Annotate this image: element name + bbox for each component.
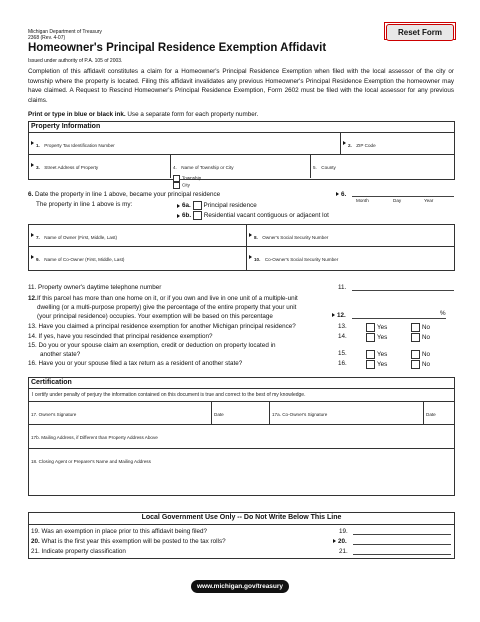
field-9[interactable] xyxy=(29,247,247,270)
q16-no-label: No xyxy=(422,361,431,369)
arrow-icon xyxy=(31,233,34,237)
day-label: Day xyxy=(393,198,402,203)
arrow-icon xyxy=(177,204,180,208)
page-title: Homeowner's Principal Residence Exemption Affidavit xyxy=(28,42,327,54)
q15-yes-checkbox[interactable] xyxy=(366,350,375,359)
q12-num xyxy=(28,295,37,303)
percent-sign: % xyxy=(440,310,446,317)
q6b-checkbox[interactable] xyxy=(193,211,202,220)
q13-no[interactable] xyxy=(411,323,430,332)
field-5-num: 5. xyxy=(313,165,317,170)
q12-field-num xyxy=(332,312,346,320)
coowner-date-field[interactable] xyxy=(424,402,454,425)
field-3-label: Street Address of Property xyxy=(44,165,99,170)
q15-yes[interactable] xyxy=(366,350,387,359)
q12-line-b: dwelling (or a multi-purpose property) give the percentage of the entire property that your unit xyxy=(37,304,297,311)
field-1-num: 1. xyxy=(36,143,40,148)
q20-field-num xyxy=(333,538,347,546)
print-note-bold: Print or type in blue or black ink. xyxy=(28,111,126,118)
date-line[interactable] xyxy=(352,196,454,197)
field-7-label: Name of Owner (First, Middle, Last) xyxy=(44,235,118,240)
q6-property-text: The property in line 1 above is my: xyxy=(36,201,133,208)
arrow-icon xyxy=(343,141,346,145)
q14-text: 14. If yes, have you rescinded that principal residence exemption? xyxy=(28,333,213,340)
arrow-icon xyxy=(249,255,252,259)
q16-no[interactable] xyxy=(411,360,430,369)
field-10[interactable] xyxy=(247,247,454,270)
q12-line-a: If this parcel has more than one home on it, or if you own and live in one unit of a multiple-unit xyxy=(37,295,298,302)
q14-yes[interactable] xyxy=(366,333,387,342)
q6-field-label: 6. xyxy=(341,191,347,198)
owners-section xyxy=(28,224,455,271)
township-label: Township xyxy=(182,175,202,181)
local-government-section xyxy=(28,512,455,559)
divider xyxy=(29,388,454,389)
intro-paragraph: Completion of this affidavit constitutes a claim for a Homeowner's Principal Residence Exemption when filed with the local assessor of the city or township where the property is located. Filing this affidavit invalidates any previous Homeowner's Principal Residence Exemption the homeowner may have claimed. A Request to Rescind Homeowner's Principal Residence Exemption, Form 2602 must be filed with the local assessor for any previous claims. xyxy=(28,68,454,104)
q21-line[interactable] xyxy=(353,554,451,555)
q12-field-label: 12. xyxy=(337,312,346,319)
q13-yes-checkbox[interactable] xyxy=(366,323,375,332)
field-7-num: 7. xyxy=(36,235,40,240)
reset-frame xyxy=(384,22,456,40)
field-1[interactable] xyxy=(29,133,341,155)
property-section xyxy=(28,121,455,188)
field-1-label: Property Tax Identification Number xyxy=(44,143,115,148)
owner-date-label: Date xyxy=(214,412,224,417)
coowner-signature-field[interactable] xyxy=(270,402,424,425)
q6b-option[interactable] xyxy=(177,211,329,220)
field-4-num: 4. xyxy=(173,165,177,170)
q13-yes-label: Yes xyxy=(377,324,388,332)
q16-yes-checkbox[interactable] xyxy=(366,360,375,369)
q6b-num: 6b. xyxy=(182,212,192,220)
field-7[interactable] xyxy=(29,225,247,247)
q12-num-label: 12. xyxy=(28,295,37,302)
field-10-num: 10. xyxy=(254,257,261,262)
field-3[interactable] xyxy=(29,155,171,178)
city-option[interactable] xyxy=(173,182,308,189)
q15-num: 15. xyxy=(338,350,347,357)
divider xyxy=(29,524,454,525)
q15-no-label: No xyxy=(422,351,431,359)
local-heading: Local Government Use Only -- Do Not Write Below This Line xyxy=(141,514,342,521)
arrow-icon xyxy=(249,233,252,237)
q14-no-label: No xyxy=(422,334,431,342)
percentage-line[interactable] xyxy=(352,318,446,319)
q6-text xyxy=(28,191,220,199)
field-4 xyxy=(171,155,311,188)
field-8[interactable] xyxy=(247,225,454,247)
arrow-icon xyxy=(31,163,34,167)
q15-no[interactable] xyxy=(411,350,430,359)
q15-text-b: another state? xyxy=(40,351,81,358)
field-5[interactable] xyxy=(311,155,454,178)
field-8-num: 8. xyxy=(254,235,258,240)
township-option[interactable] xyxy=(173,175,308,182)
field-9-label: Name of Co-Owner (First, Middle, Last) xyxy=(44,257,125,262)
owner-signature-label: 17. Owner's Signature xyxy=(31,412,77,417)
mailing-address-label: 17b. Mailing Address, if Different than Property Address Above xyxy=(31,435,158,440)
field-10-label: Co-Owner's Social Security Number xyxy=(264,257,339,262)
form-number: 2368 (Rev. 4-07) xyxy=(28,35,66,41)
q16-yes[interactable] xyxy=(366,360,387,369)
month-label: Month xyxy=(356,198,369,203)
q14-num: 14. xyxy=(338,333,347,340)
q16-no-checkbox[interactable] xyxy=(411,360,420,369)
q6b-label: Residential vacant contiguous or adjacent lot xyxy=(203,212,329,220)
year-label: Year xyxy=(424,198,434,203)
arrow-icon xyxy=(31,141,34,145)
authority-note: Issued under authority of P.A. 105 of 2003. xyxy=(28,58,123,64)
certification-statement: I certify under penalty of perjury the information contained on this document is true and correct to the best of my knowledge. xyxy=(32,392,306,398)
arrow-icon xyxy=(177,214,180,218)
q14-no[interactable] xyxy=(411,333,430,342)
q6a-option[interactable] xyxy=(177,201,257,210)
field-9-num: 9. xyxy=(36,257,40,262)
city-checkbox[interactable] xyxy=(173,182,180,189)
q15-no-checkbox[interactable] xyxy=(411,350,420,359)
reset-button[interactable]: Reset Form xyxy=(386,24,454,41)
phone-line[interactable] xyxy=(352,290,454,291)
q13-text: 13. Have you claimed a principal residence exemption for another Michigan principal residence? xyxy=(28,323,296,330)
field-3-num: 3. xyxy=(36,165,40,170)
field-5-label: County xyxy=(321,165,336,170)
q13-no-label: No xyxy=(422,324,431,332)
closing-agent-label: 18. Closing Agent or Preparer's Name and Mailing Address xyxy=(31,459,151,464)
property-heading: Property Information xyxy=(31,123,101,130)
print-note-rest: Use a separate form for each property number. xyxy=(125,111,259,118)
q15-yes-label: Yes xyxy=(377,351,388,359)
arrow-icon xyxy=(332,313,335,317)
certification-heading: Certification xyxy=(31,379,72,386)
q11-num: 11. xyxy=(338,284,347,291)
q6a-num: 6a. xyxy=(182,202,191,210)
arrow-icon xyxy=(31,255,34,259)
q14-yes-checkbox[interactable] xyxy=(366,333,375,342)
q20-line[interactable] xyxy=(353,544,451,545)
field-8-label: Owner's Social Security Number xyxy=(262,235,329,240)
q15-text-a: 15. Do you or your spouse claim an exemption, credit or deduction on property located in xyxy=(28,342,276,349)
q14-yes-label: Yes xyxy=(377,334,388,342)
field-4-label: Name of Township or City xyxy=(181,165,234,170)
q21-num: 21. xyxy=(339,548,348,555)
q20-text xyxy=(31,538,226,546)
q20-field-label: 20. xyxy=(338,538,347,545)
q19-num: 19. xyxy=(339,528,348,535)
arrow-icon xyxy=(333,539,336,543)
q13-num: 13. xyxy=(338,323,347,330)
owner-signature-field[interactable] xyxy=(29,402,212,425)
field-2[interactable] xyxy=(341,133,454,155)
field-2-num: 2. xyxy=(348,143,352,148)
q21-text: 21. Indicate property classification xyxy=(31,548,126,555)
q16-yes-label: Yes xyxy=(377,361,388,369)
mailing-address-field[interactable] xyxy=(29,425,454,449)
q6-label: Date the property in line 1 above, became your principal residence xyxy=(35,191,221,198)
q6-field-num xyxy=(336,191,346,199)
q13-no-checkbox[interactable] xyxy=(411,323,420,332)
q13-yes[interactable] xyxy=(366,323,387,332)
q20-num-label: 20. xyxy=(31,538,40,545)
township-checkbox[interactable] xyxy=(173,175,180,182)
q6-num: 6. xyxy=(28,191,34,198)
owner-date-field[interactable] xyxy=(212,402,270,425)
coowner-date-label: Date xyxy=(426,412,436,417)
print-note xyxy=(28,111,258,119)
closing-agent-field[interactable] xyxy=(29,449,454,495)
q20-label: What is the first year this exemption will be posted to the tax rolls? xyxy=(39,538,226,545)
q16-num: 16. xyxy=(338,360,347,367)
q12-line-c: (your principal residence) occupies. Your exemption will be based on this percentage xyxy=(37,313,273,320)
q6a-checkbox[interactable] xyxy=(193,201,202,210)
q19-line[interactable] xyxy=(353,534,451,535)
q11-text: 11. Property owner's daytime telephone number xyxy=(28,284,162,291)
city-label: City xyxy=(182,182,190,188)
q19-text: 19. Was an exemption in place prior to this affidavit being filed? xyxy=(31,528,208,535)
arrow-icon xyxy=(336,192,339,196)
q14-no-checkbox[interactable] xyxy=(411,333,420,342)
q6a-label: Principal residence xyxy=(203,202,257,210)
agency-name: Michigan Department of Treasury xyxy=(28,29,102,35)
q16-text: 16. Have you or your spouse filed a tax return as a resident of another state? xyxy=(28,360,243,367)
coowner-signature-label: 17a. Co-Owner's Signature xyxy=(272,412,328,417)
certification-section xyxy=(28,377,455,496)
field-2-label: ZIP Code xyxy=(356,143,376,148)
treasury-link[interactable]: www.michigan.gov/treasury xyxy=(191,580,289,593)
